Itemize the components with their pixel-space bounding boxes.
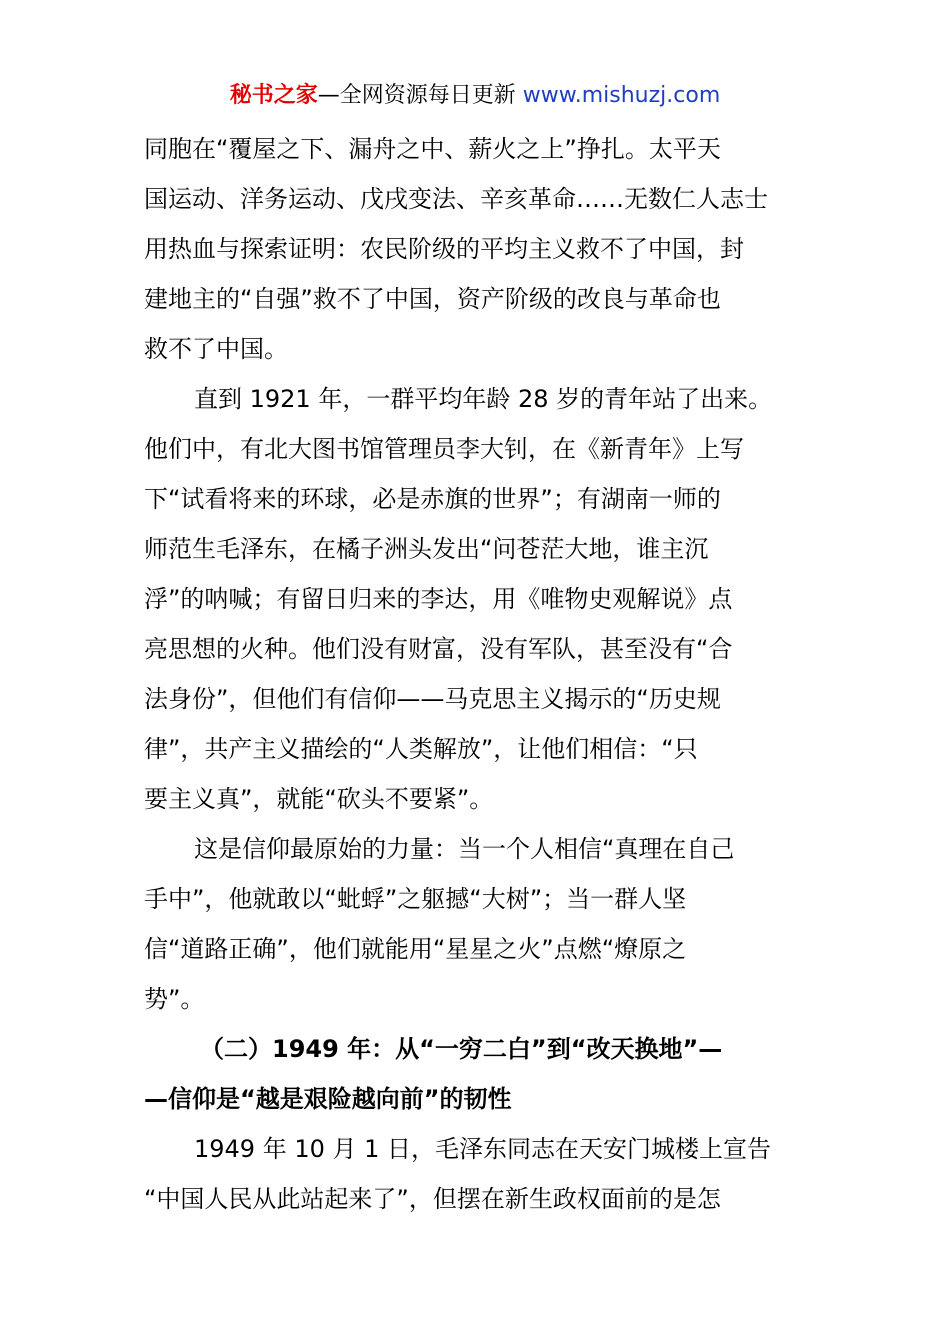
text-line: 势”。 — [144, 985, 205, 1013]
text-line: 要主义真”，就能“砍头不要紧”。 — [144, 785, 494, 813]
text-line: 同胞在“覆屋之下、漏舟之中、薪火之上”挣扎。太平天 — [144, 135, 721, 163]
text-line: 建地主的“自强”救不了中国，资产阶级的改良与革命也 — [144, 285, 721, 313]
text-line: 律”，共产主义描绘的“人类解放”，让他们相信：“只 — [144, 735, 698, 763]
text-line: 信“道路正确”，他们就能用“星星之火”点燃“燎原之 — [144, 935, 687, 963]
site-brand: 秘书之家 — [229, 83, 318, 108]
text-line: 法身份”，但他们有信仰——马克思主义揭示的“历史规 — [144, 685, 721, 713]
text-line: 手中”，他就敢以“蚍蜉”之躯撼“大树”；当一群人坚 — [144, 885, 687, 913]
paragraph-start-line: 这是信仰最原始的力量：当一个人相信“真理在自己 — [194, 835, 735, 863]
text-line: 国运动、洋务运动、戊戌变法、辛亥革命……无数仁人志士 — [144, 185, 768, 213]
text-line: 亮思想的火种。他们没有财富，没有军队，甚至没有“合 — [144, 635, 733, 663]
document-body — [144, 124, 807, 1224]
site-tagline: —全网资源每日更新 — [317, 83, 523, 108]
site-header — [0, 80, 950, 112]
paragraph-start-line: 直到 1921 年，一群平均年龄 28 岁的青年站了出来。 — [194, 385, 773, 413]
text-line: 用热血与探索证明：农民阶级的平均主义救不了中国，封 — [144, 235, 744, 263]
text-line: 救不了中国。 — [144, 335, 288, 363]
text-line: 师范生毛泽东，在橘子洲头发出“问苍茫大地，谁主沉 — [144, 535, 709, 563]
section-heading-continued: —信仰是“越是艰险越向前”的韧性 — [144, 1085, 512, 1113]
section-heading: （二）1949 年：从“一穷二白”到“改天换地”— — [200, 1035, 723, 1063]
text-line: 浮”的呐喊；有留日归来的李达，用《唯物史观解说》点 — [144, 585, 733, 613]
text-line: “中国人民从此站起来了”，但摆在新生政权面前的是怎 — [144, 1185, 721, 1213]
paragraph-start-line: 1949 年 10 月 1 日，毛泽东同志在天安门城楼上宣告 — [194, 1135, 772, 1163]
site-url-link[interactable]: www.mishuzj.com — [522, 83, 721, 108]
text-line: 下“试看将来的环球，必是赤旗的世界”；有湖南一师的 — [144, 485, 721, 513]
text-line: 他们中，有北大图书馆管理员李大钊，在《新青年》上写 — [144, 435, 744, 463]
